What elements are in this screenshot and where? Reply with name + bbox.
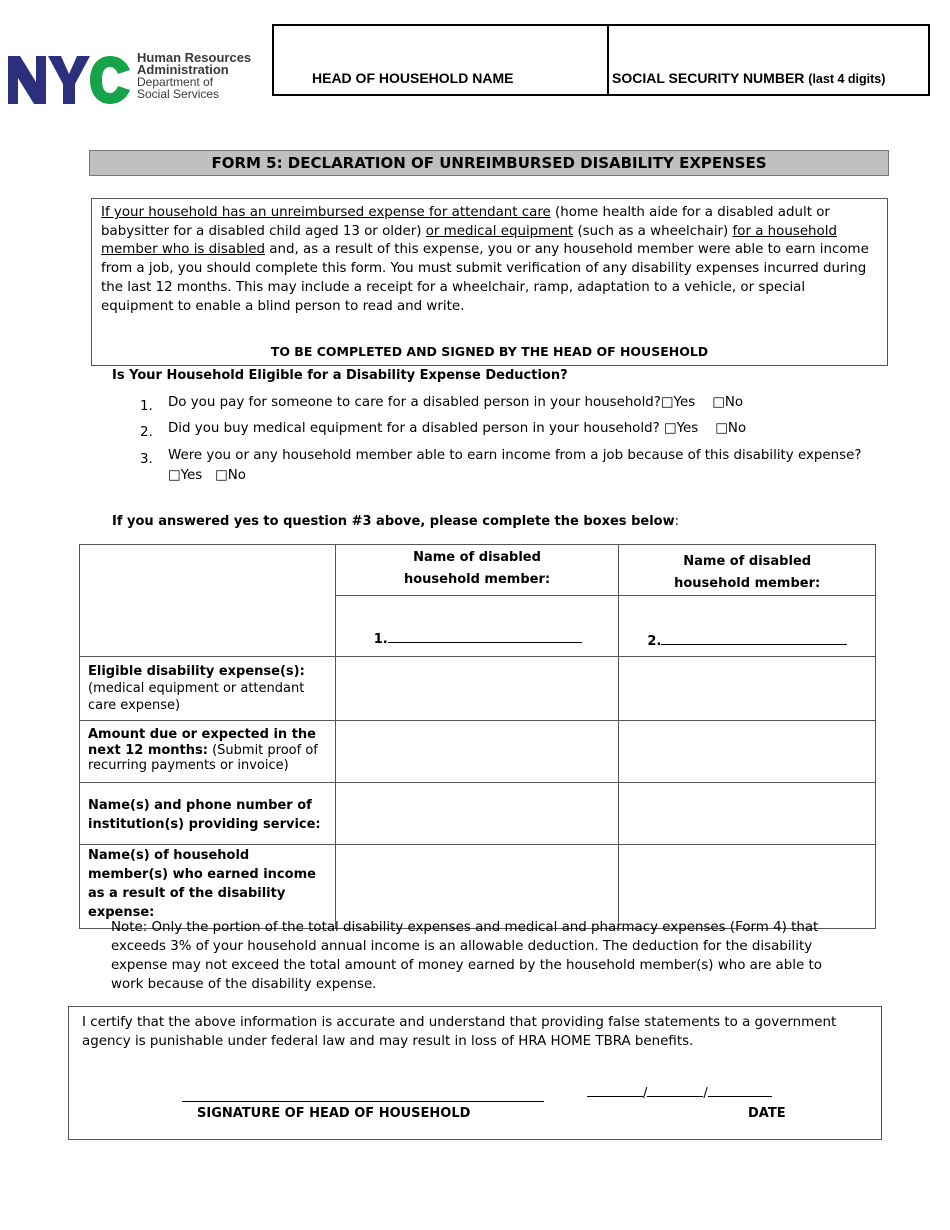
row-amount-due-label: Amount due or expected in the next 12 months: (Submit proof of recurring payments or invoice) [80, 721, 336, 783]
member1-eligible-expense-field[interactable] [335, 657, 619, 721]
intro-text: If your household has an unreimbursed expense for attendant care (home health aide for a disabled adult or babysitter for a disabled child aged 13 or older) or medical equipment (such as a wheelchair) for a household member who is disabled and, as a result of this expense, you or any household member were able to earn income from a job, you should complete this form. You must submit verification of any disability expenses incurred during the last 12 months. This may include a receipt for a wheelchair, ramp, adaptation to a vehicle, or special equipment to enable a blind person to read and write. [101, 205, 869, 314]
date-field[interactable]: / / [587, 1086, 772, 1101]
logo-org-line1: Human Resources [137, 50, 252, 65]
head-of-household-name-field[interactable] [272, 24, 609, 96]
row-eligible-expense-label: Eligible disability expense(s): (medical equipment or attendant care expense) [80, 657, 336, 721]
member2-institution-field[interactable] [619, 783, 876, 845]
ssn-label: SOCIAL SECURITY NUMBER (last 4 digits) [612, 70, 886, 86]
signature-label: SIGNATURE OF HEAD OF HOUSEHOLD [197, 1106, 471, 1121]
member2-header: Name of disabled household member: [619, 545, 876, 596]
nyc-logo-icon [6, 52, 134, 106]
form-title: FORM 5: DECLARATION OF UNREIMBURSED DISABILITY EXPENSES [89, 150, 889, 176]
nyc-hra-logo [6, 52, 256, 108]
q1-no-checkbox[interactable]: □No [712, 395, 744, 410]
certification-text: I certify that the above information is accurate and understand that providing false statements to a government agency is punishable under federal law and may result in loss of HRA HOME TBRA benefits. [82, 1015, 837, 1049]
deduction-note: Note: Only the portion of the total disability expenses and medical and pharmacy expenses (Form 4) that exceeds 3% of your household annual income is an allowable deduction. The deduction for the disability expense may not exceed the total amount of money earned by the household member(s) who are able to work because of the disability expense. [111, 920, 822, 992]
intro-box [91, 198, 888, 366]
disability-expense-table [79, 544, 876, 929]
ssn-sub-label: (last 4 digits) [808, 72, 886, 86]
member1-institution-field[interactable] [335, 783, 619, 845]
q3-yes-checkbox[interactable]: □Yes [168, 468, 203, 483]
member1-name-field[interactable]: 1. [335, 596, 619, 657]
member2-name-field[interactable]: 2. [619, 596, 876, 657]
table-corner-cell [80, 545, 336, 657]
row-earning-member-label: Name(s) of household member(s) who earned income as a result of the disability expense: [80, 845, 336, 929]
q1-yes-checkbox[interactable]: □Yes [660, 395, 696, 410]
question-3-answers [168, 468, 246, 483]
logo-org-line4: Social Services [137, 87, 220, 101]
eligibility-heading: Is Your Household Eligible for a Disability Expense Deduction? [112, 368, 568, 383]
question-1: 1. Do you pay for someone to care for a disabled person in your household?□Yes □No [140, 395, 744, 414]
question-3: 3. Were you or any household member able to earn income from a job because of this disability expense? [140, 448, 862, 467]
member2-amount-due-field[interactable] [619, 721, 876, 783]
member1-header: Name of disabled household member: [335, 545, 619, 596]
intro-footer: TO BE COMPLETED AND SIGNED BY THE HEAD OF HOUSEHOLD [270, 344, 709, 359]
member1-amount-due-field[interactable] [335, 721, 619, 783]
signature-line[interactable] [182, 1101, 544, 1102]
member1-earning-member-field[interactable] [335, 845, 619, 929]
question-2: 2. Did you buy medical equipment for a disabled person in your household? □Yes □No [140, 421, 747, 440]
member2-earning-member-field[interactable] [619, 845, 876, 929]
q2-yes-checkbox[interactable]: □Yes [663, 421, 699, 436]
table-instruction: If you answered yes to question #3 above, please complete the boxes below: [112, 514, 679, 529]
date-label: DATE [748, 1106, 786, 1121]
logo-org-line2: Administration [137, 62, 229, 77]
q2-no-checkbox[interactable]: □No [715, 421, 747, 436]
row-institution-label: Name(s) and phone number of institution(s) providing service: [80, 783, 336, 845]
member2-eligible-expense-field[interactable] [619, 657, 876, 721]
ssn-last4-field[interactable] [607, 24, 930, 96]
q3-no-checkbox[interactable]: □No [215, 468, 246, 483]
logo-org-line3: Department of [137, 75, 214, 89]
head-of-household-name-label: HEAD OF HOUSEHOLD NAME [312, 70, 514, 86]
